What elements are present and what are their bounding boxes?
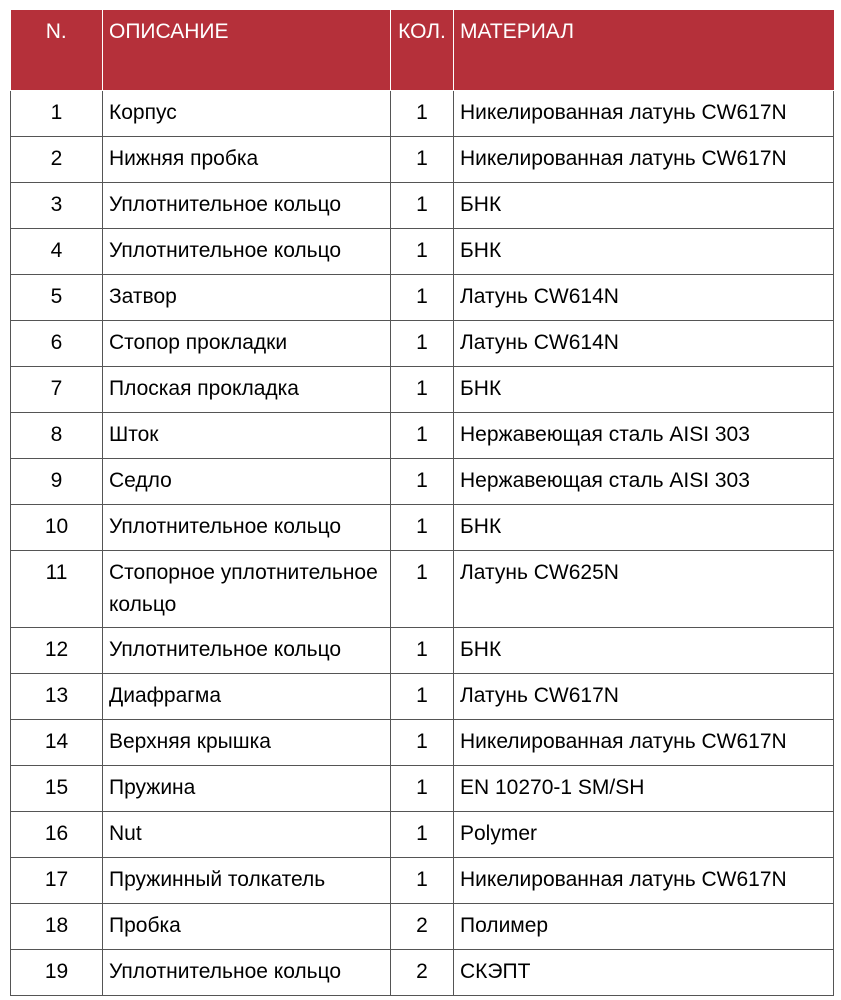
cell-quantity: 1 — [391, 182, 454, 228]
header-number: N. — [11, 10, 103, 90]
cell-quantity: 1 — [391, 274, 454, 320]
cell-number: 3 — [11, 182, 103, 228]
table-body — [11, 90, 834, 995]
cell-number: 15 — [11, 765, 103, 811]
cell-description: Диафрагма — [103, 673, 391, 719]
cell-material: БНК — [454, 366, 834, 412]
table-row — [11, 274, 834, 320]
parts-table-container — [10, 10, 833, 996]
table-row — [11, 90, 834, 136]
cell-number: 10 — [11, 504, 103, 550]
table-header — [11, 10, 834, 90]
cell-material: Полимер — [454, 903, 834, 949]
cell-number: 6 — [11, 320, 103, 366]
header-material: МАТЕРИАЛ — [454, 10, 834, 90]
cell-material: Нержавеющая сталь AISI 303 — [454, 412, 834, 458]
cell-quantity: 1 — [391, 136, 454, 182]
cell-material: Никелированная латунь CW617N — [454, 136, 834, 182]
cell-number: 12 — [11, 627, 103, 673]
cell-material: БНК — [454, 627, 834, 673]
cell-description: Корпус — [103, 90, 391, 136]
table-row — [11, 458, 834, 504]
cell-number: 17 — [11, 857, 103, 903]
cell-material: БНК — [454, 228, 834, 274]
header-row — [11, 10, 834, 90]
cell-material: Нержавеющая сталь AISI 303 — [454, 458, 834, 504]
cell-material: БНК — [454, 504, 834, 550]
cell-quantity: 1 — [391, 811, 454, 857]
cell-material: Никелированная латунь CW617N — [454, 90, 834, 136]
cell-number: 19 — [11, 949, 103, 995]
table-row — [11, 366, 834, 412]
cell-material: Латунь CW614N — [454, 320, 834, 366]
table-row — [11, 949, 834, 995]
table-row — [11, 182, 834, 228]
cell-material: Никелированная латунь CW617N — [454, 719, 834, 765]
cell-description: Уплотнительное кольцо — [103, 504, 391, 550]
cell-description: Уплотнительное кольцо — [103, 949, 391, 995]
cell-material: Латунь CW617N — [454, 673, 834, 719]
table-row — [11, 228, 834, 274]
cell-description: Седло — [103, 458, 391, 504]
cell-quantity: 1 — [391, 627, 454, 673]
table-row — [11, 811, 834, 857]
cell-number: 11 — [11, 550, 103, 627]
cell-quantity: 1 — [391, 228, 454, 274]
cell-number: 2 — [11, 136, 103, 182]
cell-description: Верхняя крышка — [103, 719, 391, 765]
header-quantity: КОЛ. — [391, 10, 454, 90]
cell-number: 7 — [11, 366, 103, 412]
parts-table — [10, 10, 834, 996]
table-row — [11, 765, 834, 811]
cell-description: Плоская прокладка — [103, 366, 391, 412]
cell-number: 14 — [11, 719, 103, 765]
cell-material: СКЭПТ — [454, 949, 834, 995]
cell-description: Пружинный толкатель — [103, 857, 391, 903]
cell-quantity: 2 — [391, 949, 454, 995]
table-row — [11, 903, 834, 949]
table-row — [11, 719, 834, 765]
cell-material: Никелированная латунь CW617N — [454, 857, 834, 903]
table-row — [11, 857, 834, 903]
cell-number: 1 — [11, 90, 103, 136]
cell-quantity: 1 — [391, 412, 454, 458]
cell-description: Пружина — [103, 765, 391, 811]
cell-quantity: 1 — [391, 90, 454, 136]
cell-quantity: 1 — [391, 673, 454, 719]
cell-quantity: 1 — [391, 857, 454, 903]
cell-description: Затвор — [103, 274, 391, 320]
cell-material: Латунь CW625N — [454, 550, 834, 627]
table-row — [11, 320, 834, 366]
cell-number: 4 — [11, 228, 103, 274]
cell-description: Стопор прокладки — [103, 320, 391, 366]
cell-number: 16 — [11, 811, 103, 857]
cell-quantity: 1 — [391, 765, 454, 811]
table-row — [11, 504, 834, 550]
header-description: ОПИСАНИЕ — [103, 10, 391, 90]
cell-quantity: 1 — [391, 458, 454, 504]
table-row — [11, 627, 834, 673]
cell-description: Уплотнительное кольцо — [103, 182, 391, 228]
cell-number: 8 — [11, 412, 103, 458]
cell-number: 13 — [11, 673, 103, 719]
table-row — [11, 550, 834, 627]
table-row — [11, 136, 834, 182]
cell-quantity: 1 — [391, 366, 454, 412]
cell-number: 9 — [11, 458, 103, 504]
cell-number: 18 — [11, 903, 103, 949]
cell-material: Латунь CW614N — [454, 274, 834, 320]
cell-number: 5 — [11, 274, 103, 320]
cell-quantity: 1 — [391, 320, 454, 366]
cell-description: Пробка — [103, 903, 391, 949]
cell-description: Nut — [103, 811, 391, 857]
cell-description: Шток — [103, 412, 391, 458]
cell-description: Уплотнительное кольцо — [103, 627, 391, 673]
cell-description: Нижняя пробка — [103, 136, 391, 182]
table-row — [11, 412, 834, 458]
cell-description: Стопорное уплотнительное кольцо — [103, 550, 391, 627]
cell-quantity: 1 — [391, 504, 454, 550]
cell-quantity: 2 — [391, 903, 454, 949]
cell-material: Polymer — [454, 811, 834, 857]
cell-quantity: 1 — [391, 550, 454, 627]
cell-material: EN 10270-1 SM/SH — [454, 765, 834, 811]
cell-material: БНК — [454, 182, 834, 228]
cell-quantity: 1 — [391, 719, 454, 765]
cell-description: Уплотнительное кольцо — [103, 228, 391, 274]
table-row — [11, 673, 834, 719]
